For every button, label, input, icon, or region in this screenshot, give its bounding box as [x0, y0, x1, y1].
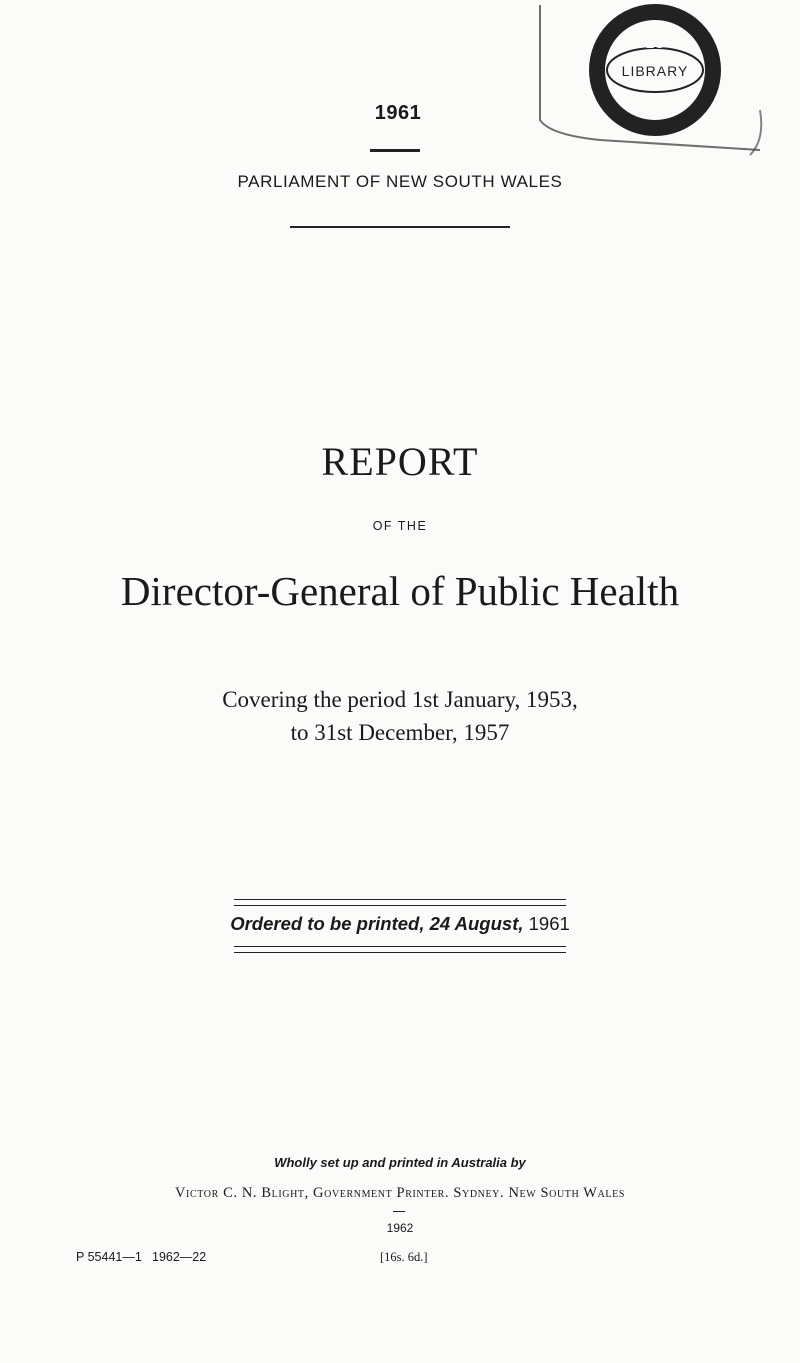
report-title: REPORT: [321, 439, 479, 484]
imprint-dash: [393, 1211, 405, 1212]
period-line-1: Covering the period 1st January, 1953,: [222, 687, 578, 712]
header-year: 1961: [374, 102, 422, 124]
footer-job-number: P 55441—1: [76, 1250, 142, 1264]
heading-divider: [290, 226, 510, 228]
parliament-heading: PARLIAMENT OF NEW SOUTH WALES: [237, 172, 563, 191]
footer-price: [16s. 6d.]: [380, 1250, 428, 1264]
ordered-bottom-rule: [234, 946, 566, 953]
year-underline: [370, 149, 420, 152]
stamp-ring-bottom-text: NSW: [638, 91, 672, 107]
period-line-2: to 31st December, 1957: [290, 720, 510, 745]
ordered-statement: [0, 913, 800, 935]
report-subject: Director-General of Public Health: [120, 568, 680, 614]
ordered-text: Ordered to be printed, 24 August,: [230, 913, 524, 934]
period-statement: [0, 683, 800, 749]
imprint-wholly: Wholly set up and printed in Australia by: [274, 1155, 526, 1170]
library-stamp: [520, 0, 800, 165]
imprint-year: 1962: [386, 1221, 414, 1235]
of-the-label: OF THE: [372, 519, 428, 533]
footer-print-ref: 1962—22: [152, 1250, 207, 1264]
imprint-printer: Victor C. N. Blight, Government Printer. Sydney. New South Wales: [174, 1185, 625, 1201]
stamp-label: LIBRARY: [621, 63, 689, 79]
ordered-year: 1961: [528, 913, 570, 934]
stamp-border-edge: [750, 110, 761, 155]
ordered-top-rule: [234, 899, 566, 906]
stamp-ring-top-text: LC: [645, 35, 665, 51]
